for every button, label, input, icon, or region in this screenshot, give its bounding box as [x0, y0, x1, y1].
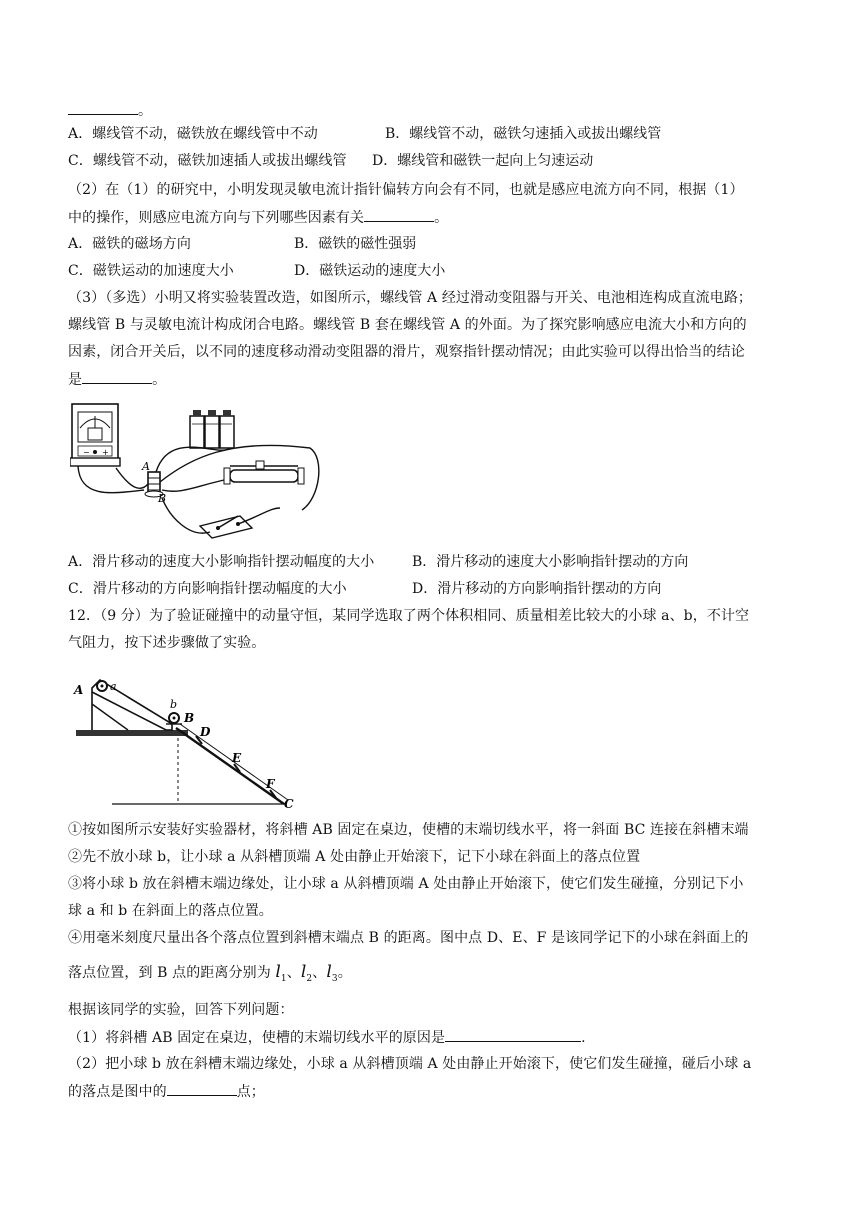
q2-option-a: A．磁铁的磁场方向 — [68, 236, 192, 252]
q2-option-b: B．磁铁的磁性强弱 — [294, 236, 417, 252]
punctuation: 。 — [152, 372, 167, 388]
step-3-line2: 球 a 和 b 在斜面上的落点位置。 — [68, 903, 273, 919]
answer-blank — [167, 1081, 237, 1096]
answer-blank — [68, 100, 138, 115]
label-C: C — [284, 797, 294, 811]
q3-text-line1: （3）（多选）小明又将实验装置改造，如图所示，螺线管 A 经过滑动变阻器与开关、电池相连构成直流电路； — [68, 290, 753, 306]
step-4-text: 落点位置，到 B 点的距离分别为 — [68, 965, 276, 981]
q1-option-b: B．螺线管不动，磁铁匀速插入或拔出螺线管 — [385, 126, 662, 142]
part-2-text-end: 点； — [236, 1084, 265, 1100]
answer-blank — [364, 207, 434, 222]
step-4-line1: ④用毫米刻度尺量出各个落点位置到斜槽末端点 B 的距离。图中点 D、E、F 是该同学记下的小球在斜面上的 — [68, 930, 749, 946]
answer-intro: 根据该同学的实验，回答下列问题： — [68, 1002, 294, 1018]
punctuation: 。 — [337, 965, 352, 981]
incline-bc — [176, 728, 284, 804]
q1-option-a: A．螺线管不动，磁铁放在螺线管中不动 — [68, 126, 318, 142]
part-2-text: 的落点是图中的 — [68, 1084, 167, 1100]
coil-a-label: A — [142, 460, 150, 473]
step-1: ①按如图所示安装好实验器材，将斜槽 AB 固定在桌边，使槽的末端切线水平，将一斜面 BC 连接在斜槽末端 — [68, 822, 749, 838]
chute-figure — [70, 664, 310, 812]
wire — [78, 466, 144, 493]
galvanometer-icon — [70, 404, 120, 466]
wire — [238, 508, 280, 524]
symbol-l1: l — [275, 962, 281, 982]
answer-blank — [82, 369, 152, 384]
q1-option-d: D．螺线管和磁铁一起向上匀速运动 — [372, 153, 594, 169]
step-3-line1: ③将小球 b 放在斜槽末端边缘处，让小球 a 从斜槽顶端 A 处由静止开始滚下，使它们发生碰撞，分别记下小 — [68, 876, 744, 892]
q3-text-line2: 螺线管 B 与灵敏电流计构成闭合电路。螺线管 B 套在螺线管 A 的外面。为了探究影响感应电流大小和方向的 — [68, 317, 747, 333]
answer-part-2-line2 — [68, 1081, 265, 1102]
q3-option-a: A．滑片移动的速度大小影响指针摆动幅度的大小 — [68, 554, 375, 570]
q2-option-d: D．磁铁运动的速度大小 — [294, 263, 446, 279]
q3-option-b: B．滑片移动的速度大小影响指针摆动的方向 — [412, 554, 689, 570]
q2-text: 中的操作，则感应电流方向与下列哪些因素有关 — [68, 210, 365, 226]
q3-option-c: C．滑片移动的方向影响指针摆动幅度的大小 — [68, 581, 347, 597]
punctuation: . — [581, 1030, 586, 1046]
step-2: ②先不放小球 b，让小球 a 从斜槽顶端 A 处由静止开始滚下，记下小球在斜面上的落点位置 — [68, 849, 641, 865]
q3-text-line4 — [68, 369, 166, 390]
label-F: F — [266, 777, 275, 791]
coil-b-label: B — [158, 492, 167, 505]
label-D: D — [200, 725, 211, 739]
label-A: A — [74, 683, 84, 697]
punctuation: 。 — [434, 210, 449, 226]
induction-apparatus-figure — [70, 398, 330, 546]
q2-option-c: C．磁铁运动的加速度大小 — [68, 263, 234, 279]
q3-text-line3: 因素，闭合开关后，以不同的速度移动滑动变阻器的滑片，观察指针摆动情况；由此实验可以得出恰当的结论 — [68, 344, 745, 360]
answer-line-q1 — [68, 100, 152, 121]
symbol-l2: l — [300, 962, 307, 982]
part-1-text: （1）将斜槽 AB 固定在桌边，使槽的末端切线水平的原因是 — [68, 1030, 446, 1046]
meter-plus-label: + — [102, 448, 109, 457]
punctuation: 。 — [138, 103, 153, 119]
q1-option-c: C．螺线管不动，磁铁加速插人或拔出螺线管 — [68, 153, 347, 169]
label-E: E — [232, 751, 242, 765]
q2-text-line2 — [68, 207, 448, 228]
answer-part-1 — [68, 1027, 586, 1048]
q3-option-d: D．滑片移动的方向影响指针摆动的方向 — [412, 581, 662, 597]
wire — [162, 480, 224, 491]
battery-icon — [190, 410, 234, 448]
meter-minus-label: − — [83, 448, 90, 457]
step-4-line2: 落点位置，到 B 点的距离分别为 $l_1$、$l_2$、$l_3$。 — [68, 962, 352, 984]
q12-text-line2: 气阻力，按下述步骤做了实验。 — [68, 635, 266, 651]
switch-icon — [200, 516, 252, 538]
table-top — [76, 730, 188, 736]
answer-blank — [445, 1027, 581, 1042]
label-b: b — [170, 698, 178, 711]
q2-text-line1: （2）在（1）的研究中，小明发现灵敏电流计指针偏转方向会有不同，也就是感应电流方向不同，根据（1） — [68, 182, 744, 198]
rheostat-icon — [224, 461, 304, 484]
q12-text-line1: 12．（9 分）为了验证碰撞中的动量守恒，某同学选取了两个体积相同、质量相差比较大的小球 a、b，不计空 — [68, 608, 750, 624]
label-B: B — [184, 711, 195, 725]
label-a: a — [110, 680, 117, 693]
q3-text: 是 — [68, 372, 83, 388]
answer-part-2-line1: （2）把小球 b 放在斜槽末端边缘处，小球 a 从斜槽顶端 A 处由静止开始滚下，使它们发生碰撞，碰后小球 a — [68, 1056, 752, 1072]
symbol-l3: l — [326, 962, 332, 982]
